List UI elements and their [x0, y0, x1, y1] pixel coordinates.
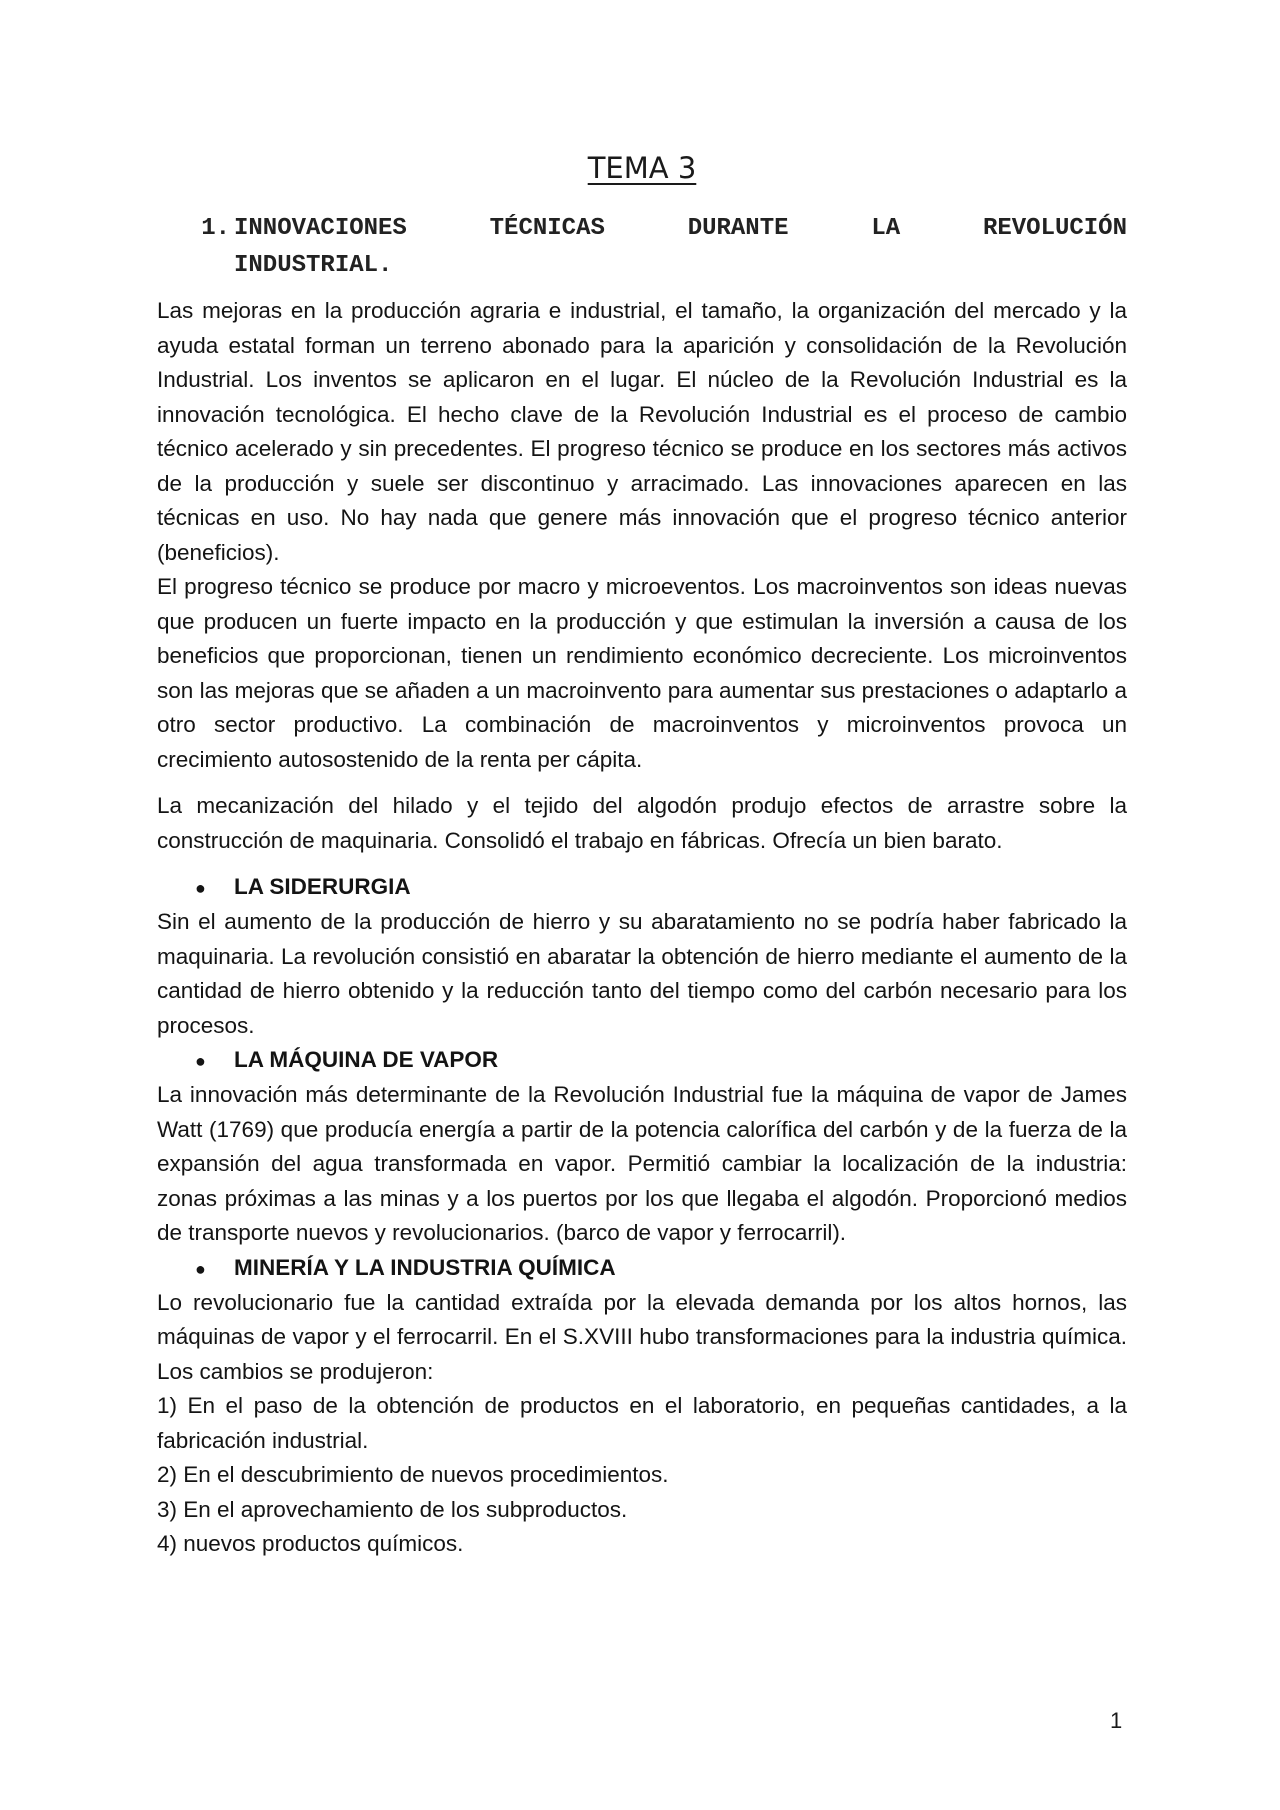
paragraph-maquina-vapor: La innovación más determinante de la Revolución Industrial fue la máquina de vapor de James Watt (1769) que producía energía a partir de la potencia calorífica del carbón y de la fuerza de la expansión del agua transformada en vapor. Permitió cambiar la localización de la industria: zonas próximas a las minas y a los puertos por los que llegaba el algodón. Proporcionó medios de transporte nuevos y revolucionarios. (barco de vapor y ferrocarril).	[157, 1082, 1127, 1245]
subsection-title: LA SIDERURGIA	[234, 874, 411, 899]
paragraph-mineria: Lo revolucionario fue la cantidad extraída por la elevada demanda por los altos hornos, las máquinas de vapor y el ferrocarril. En el S.XVIII hubo transformaciones para la industria química. Los cambios se produjeron:	[157, 1289, 1127, 1384]
subsection-heading-mineria	[157, 1251, 1127, 1286]
page-content	[157, 148, 1127, 1562]
paragraph-macroinventos: El progreso técnico se produce por macro y microeventos. Los macroinventos son ideas nuevas que producen un fuerte impacto en la producción y que estimulan la inversión a causa de los beneficios que proporcionan, tienen un rendimiento económico decreciente. Los microinventos son las mejoras que se añaden a un macroinvento para aumentar sus prestaciones o adaptarlo a otro sector productivo. La combinación de macroinventos y microinventos provoca un crecimiento autosostenido de la renta per cápita.	[157, 574, 1127, 772]
list-item: 2) En el descubrimiento de nuevos procedimientos.	[157, 1462, 669, 1487]
subsection-heading-siderurgia	[157, 870, 1127, 905]
subsection-title: LA MÁQUINA DE VAPOR	[234, 1047, 499, 1072]
page-number: 1	[1110, 1708, 1123, 1733]
bullet-icon: ●	[195, 878, 206, 898]
list-item: 3) En el aprovechamiento de los subproductos.	[157, 1496, 628, 1522]
paragraph-algodon: La mecanización del hilado y el tejido del algodón produjo efectos de arrastre sobre la construcción de maquinaria. Consolidó el trabajo en fábricas. Ofrecía un bien barato.	[157, 793, 1127, 853]
section-heading	[157, 210, 1127, 284]
paragraph-intro: Las mejoras en la producción agraria e industrial, el tamaño, la organización del mercado y la ayuda estatal forman un terreno abonado para la aparición y consolidación de la Revolución Industrial. Los inventos se aplicaron en el lugar. El núcleo de la Revolución Industrial es la innovación tecnológica. El hecho clave de la Revolución Industrial es el proceso de cambio técnico acelerado y sin precedentes. El progreso técnico se produce en los sectores más activos de la producción y suele ser discontinuo y arracimado. Las innovaciones aparecen en las técnicas en uso. No hay nada que genere más innovación que el progreso técnico anterior (beneficios).	[157, 298, 1127, 565]
subsection-title: MINERÍA Y LA INDUSTRIA QUÍMICA	[234, 1254, 616, 1280]
paragraph-siderurgia: Sin el aumento de la producción de hierro y su abaratamiento no se podría haber fabricado la maquinaria. La revolución consistió en abaratar la obtención de hierro mediante el aumento de la cantidad de hierro obtenido y la reducción tanto del tiempo como del carbón necesario para los procesos.	[157, 909, 1127, 1038]
list-item: 4) nuevos productos químicos.	[157, 1531, 464, 1556]
section-title-line1: INNOVACIONES TÉCNICAS DURANTE LA REVOLUCIÓN	[234, 215, 1127, 242]
subsection-heading-maquina-vapor	[157, 1043, 1127, 1078]
list-item: 1) En el paso de la obtención de productos en el laboratorio, en pequeñas cantidades, a la fabricación industrial.	[157, 1393, 1127, 1453]
section-title-line2: INDUSTRIAL.	[234, 252, 393, 279]
page-title: TEMA 3	[587, 151, 697, 185]
bullet-icon: ●	[195, 1258, 206, 1279]
bullet-icon: ●	[195, 1051, 206, 1071]
section-number: 1.	[201, 215, 230, 242]
